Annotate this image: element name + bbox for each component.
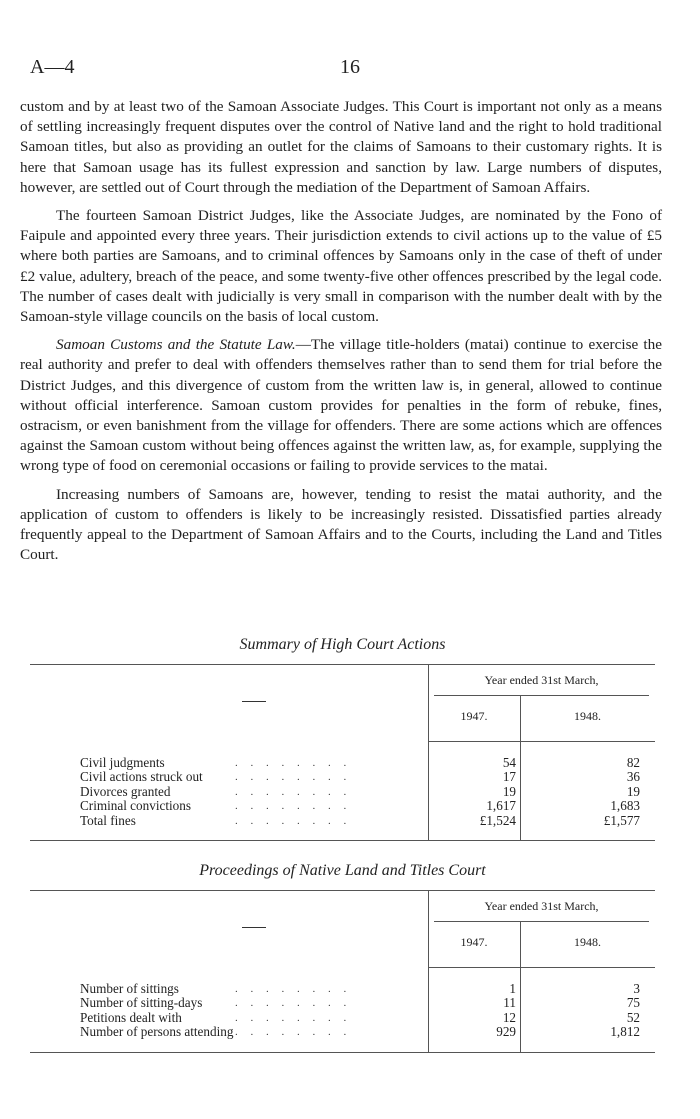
leader-dots: . . . . . . . . xyxy=(235,1011,352,1024)
table-title: Proceedings of Native Land and Titles Court xyxy=(199,862,486,879)
paragraph-3 xyxy=(20,335,662,476)
value-1948: 3 xyxy=(633,981,640,996)
row-label: Civil judgments xyxy=(80,755,165,770)
column-header-1948: 1948. xyxy=(574,709,601,723)
row-label: Petitions dealt with xyxy=(80,1009,182,1025)
value-1947: 1 xyxy=(509,981,516,996)
value-1948: 36 xyxy=(626,769,640,785)
value-1948: 1,683 xyxy=(610,798,640,814)
value-1947: 17 xyxy=(502,769,516,785)
paragraph-2: The fourteen Samoan District Judges, like the Associate Judges, are nominated by the Fono of Faipule and appointed every three years. Their jurisdiction extends to civil actions up to the value of £5 where both parties are Samoans, and to criminal offences by Samoans only in the case of theft of under £2 value, adultery, breach of the peace, and some twenty-five other offences prescribed by the legal code. The number of cases dealt with judicially is very small in comparison with the number dealt with by the Samoan-style village councils on the basis of local custom. xyxy=(20,207,662,326)
row-label: Number of persons attending xyxy=(80,1024,234,1040)
table-body xyxy=(30,742,655,840)
row-label: Criminal convictions xyxy=(80,798,191,814)
paragraph-3-body: —The village title-holders (matai) continue to exercise the real authority and prefer to deal with offenders themselves rather than to send them for trial before the District Judges, and this divergence of custom from the written law is, in general, allowed to continue without official interference. Samoan custom provides for penalties in the form of rebuke, fines, ostracism, or even banishment from the village for offenders. There are some actions which are offences against the Samoan custom without being offences against the written law, as, for example, supplying the wrong type of food on ceremonial occasions or failing to provide services to the matai. xyxy=(20,336,662,475)
table-row xyxy=(30,799,655,813)
table-row xyxy=(30,1025,655,1039)
stub-dash xyxy=(242,927,266,928)
value-1947: 12 xyxy=(502,1009,516,1025)
value-1947: £1,524 xyxy=(479,812,516,828)
leader-dots: . . . . . . . . xyxy=(235,997,352,1010)
table-bottom-rule xyxy=(30,1052,655,1053)
page-header xyxy=(30,56,670,80)
table-row xyxy=(30,982,655,996)
leader-dots: . . . . . . . . xyxy=(235,771,352,784)
paragraph-1: custom and by at least two of the Samoan Associate Judges. This Court is important not only as a means of settling increasingly frequent disputes over the control of Native land and the right to hold traditional Samoan titles, but also as providing an outlet for the claims of Samoans to their customary rights. It is here that Samoan usage has its fullest expression and sanction by law. Large numbers of disputes, however, are settled out of Court through the mediation of the Department of Samoan Affairs. xyxy=(20,98,662,196)
table-row xyxy=(30,756,655,770)
row-label: Total fines xyxy=(80,812,136,828)
leader-dots: . . . . . . . . xyxy=(235,1026,352,1039)
section-heading-customs: Samoan Customs and the Statute Law. xyxy=(56,336,296,354)
value-1948: 1,812 xyxy=(610,1024,640,1040)
row-label: Civil actions struck out xyxy=(80,769,203,785)
value-1947: 1,617 xyxy=(486,798,516,814)
leader-dots: . . . . . . . . xyxy=(235,757,352,769)
paragraph-4: Increasing numbers of Samoans are, however, tending to resist the matai authority, and the application of custom to offenders is likely to be increasingly resisted. Dissatisfied parties already frequently appeal to the Department of Samoan Affairs and to the Courts, including the Land and Titles Court. xyxy=(20,485,662,564)
stub-dash xyxy=(242,701,266,702)
table-row xyxy=(30,770,655,784)
value-1948: £1,577 xyxy=(603,812,640,828)
value-1948: 52 xyxy=(626,1009,640,1025)
value-1948: 82 xyxy=(626,755,640,770)
table-high-court-actions xyxy=(30,636,655,841)
table-header xyxy=(30,665,655,741)
table-header xyxy=(30,891,655,967)
row-label: Divorces granted xyxy=(80,783,171,799)
leader-dots: . . . . . . . . xyxy=(235,983,352,995)
table-body xyxy=(30,968,655,1052)
column-header-1947: 1947. xyxy=(460,935,488,949)
column-group-header: Year ended 31st March, xyxy=(484,899,599,913)
leader-dots: . . . . . . . . xyxy=(235,800,352,813)
table-title: Summary of High Court Actions xyxy=(239,636,446,653)
table-row xyxy=(30,1011,655,1025)
value-1947: 54 xyxy=(502,755,516,770)
table-row xyxy=(30,996,655,1010)
table-row xyxy=(30,814,655,828)
value-1948: 75 xyxy=(626,995,640,1011)
page-number: 16 xyxy=(340,56,360,78)
column-group-header: Year ended 31st March, xyxy=(484,673,599,687)
value-1947: 929 xyxy=(496,1024,516,1040)
leader-dots: . . . . . . . . xyxy=(235,814,352,827)
table-row xyxy=(30,785,655,799)
table-bottom-rule xyxy=(30,840,655,841)
row-label: Number of sittings xyxy=(80,981,179,996)
column-header-1947: 1947. xyxy=(460,709,488,723)
column-header-1948: 1948. xyxy=(574,935,601,949)
document-reference: A—4 xyxy=(30,56,75,78)
value-1948: 19 xyxy=(626,783,640,799)
value-1947: 11 xyxy=(503,995,516,1011)
row-label: Number of sitting-days xyxy=(80,995,203,1011)
value-1947: 19 xyxy=(502,783,516,799)
leader-dots: . . . . . . . . xyxy=(235,785,352,798)
body-text xyxy=(20,97,662,573)
table-land-titles-court xyxy=(30,862,655,1053)
